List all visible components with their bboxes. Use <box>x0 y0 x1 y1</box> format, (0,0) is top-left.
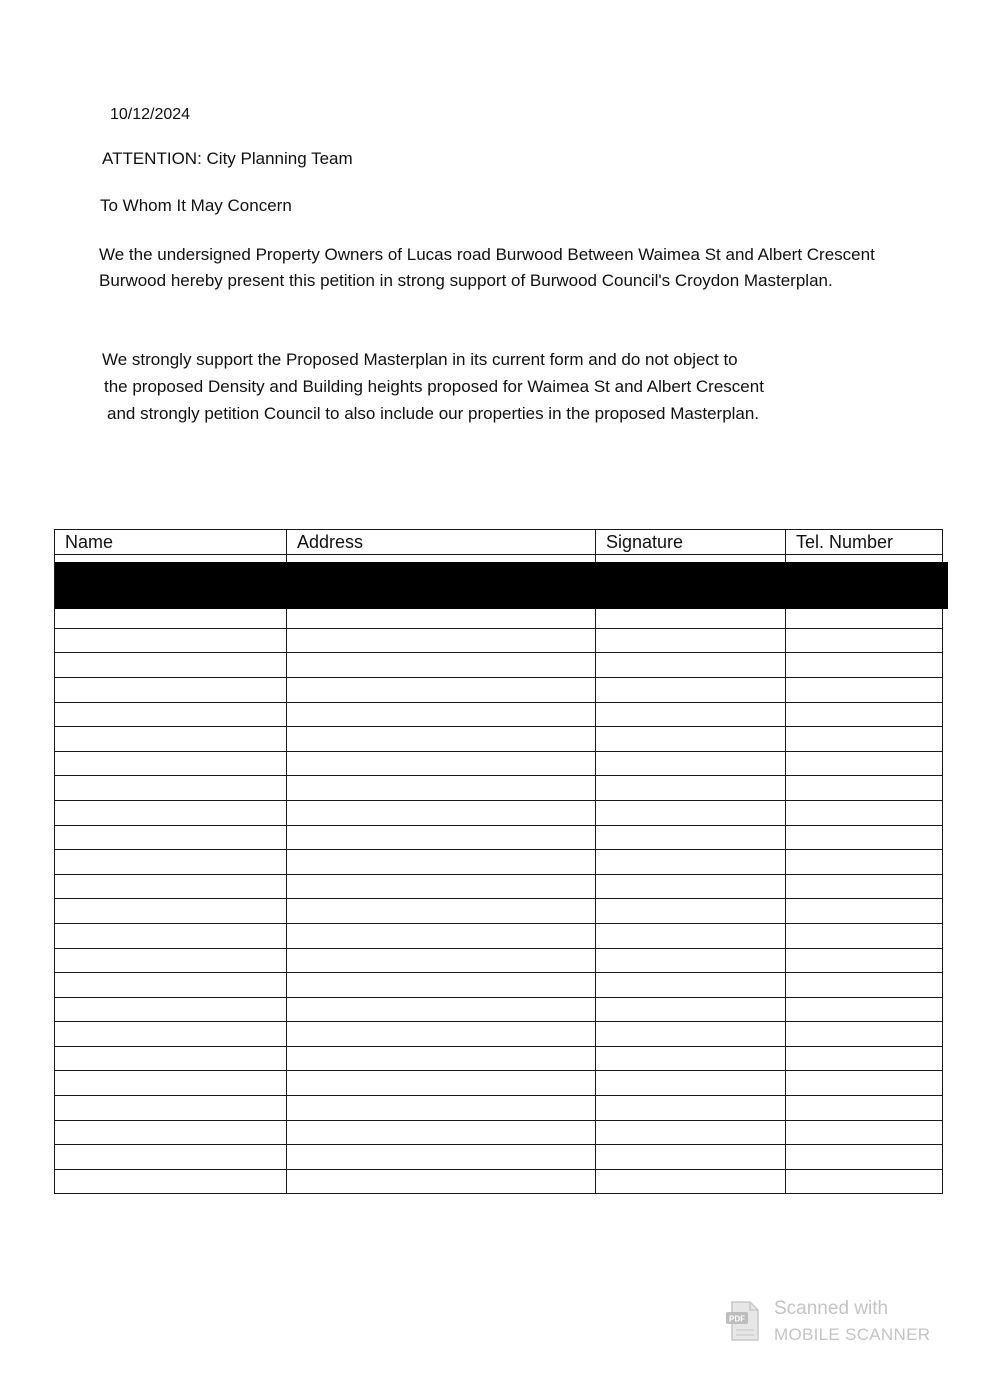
paragraph-2-line: and strongly petition Council to also include our properties in the proposed Masterplan. <box>107 404 760 423</box>
tel-cell <box>786 899 943 924</box>
signature-cell <box>596 727 786 752</box>
tel-cell <box>786 997 943 1022</box>
paragraph-2-line: the proposed Density and Building heights proposed for Waimea St and Albert Crescent <box>104 377 764 396</box>
column-header-tel: Tel. Number <box>786 530 943 555</box>
table-row <box>55 973 943 998</box>
name-cell <box>55 1096 287 1121</box>
name-cell <box>55 899 287 924</box>
scanner-watermark <box>726 1296 941 1348</box>
address-cell <box>287 1096 596 1121</box>
tel-cell <box>786 1046 943 1071</box>
tel-cell <box>786 727 943 752</box>
name-cell <box>55 776 287 801</box>
signature-table <box>54 529 943 1194</box>
table-row <box>55 997 943 1022</box>
table-row <box>55 776 943 801</box>
name-cell <box>55 727 287 752</box>
tel-cell <box>786 776 943 801</box>
name-cell <box>55 800 287 825</box>
address-cell <box>287 751 596 776</box>
column-header-signature: Signature <box>596 530 786 555</box>
name-cell <box>55 751 287 776</box>
table-header-row <box>55 530 943 555</box>
address-cell <box>287 1120 596 1145</box>
signature-cell <box>596 1169 786 1194</box>
address-cell <box>287 628 596 653</box>
table-row <box>55 1071 943 1096</box>
tel-cell <box>786 702 943 727</box>
table-row <box>55 899 943 924</box>
tel-cell <box>786 751 943 776</box>
tel-cell <box>786 850 943 875</box>
name-cell <box>55 973 287 998</box>
signature-cell <box>596 1071 786 1096</box>
watermark-line-2: MOBILE SCANNER <box>774 1325 931 1344</box>
signature-cell <box>596 653 786 678</box>
name-cell <box>55 850 287 875</box>
signature-cell <box>596 1022 786 1047</box>
table-row <box>55 628 943 653</box>
table-row <box>55 923 943 948</box>
attention-line: ATTENTION: City Planning Team <box>102 149 353 168</box>
signature-cell <box>596 923 786 948</box>
table-row <box>55 1046 943 1071</box>
name-cell <box>55 923 287 948</box>
salutation: To Whom It May Concern <box>100 196 292 215</box>
pdf-document-icon <box>726 1300 760 1342</box>
tel-cell <box>786 800 943 825</box>
name-cell <box>55 997 287 1022</box>
signature-cell <box>596 1145 786 1170</box>
tel-cell <box>786 653 943 678</box>
address-cell <box>287 923 596 948</box>
name-cell <box>55 677 287 702</box>
signature-cell <box>596 899 786 924</box>
tel-cell <box>786 948 943 973</box>
signature-cell <box>596 874 786 899</box>
letter-date: 10/12/2024 <box>110 106 191 123</box>
name-cell <box>55 874 287 899</box>
table-row <box>55 677 943 702</box>
table-row <box>55 800 943 825</box>
signature-cell <box>596 702 786 727</box>
signature-cell <box>596 850 786 875</box>
pdf-icon-label: PDF <box>729 1314 745 1324</box>
name-cell <box>55 1071 287 1096</box>
table-row <box>55 874 943 899</box>
signature-cell <box>596 677 786 702</box>
name-cell <box>55 653 287 678</box>
signature-cell <box>596 776 786 801</box>
address-cell <box>287 899 596 924</box>
address-cell <box>287 776 596 801</box>
table-row <box>55 1169 943 1194</box>
address-cell <box>287 1071 596 1096</box>
redaction-bar <box>55 562 948 609</box>
tel-cell <box>786 1169 943 1194</box>
tel-cell <box>786 1096 943 1121</box>
name-cell <box>55 1145 287 1170</box>
tel-cell <box>786 628 943 653</box>
table-body <box>55 555 943 1194</box>
tel-cell <box>786 825 943 850</box>
signature-cell <box>596 948 786 973</box>
address-cell <box>287 948 596 973</box>
name-cell <box>55 1046 287 1071</box>
paragraph-2-line: We strongly support the Proposed Masterplan in its current form and do not object to <box>102 350 738 369</box>
address-cell <box>287 1145 596 1170</box>
watermark-line-1: Scanned with <box>774 1298 889 1319</box>
tel-cell <box>786 1022 943 1047</box>
table-row <box>55 1096 943 1121</box>
address-cell <box>287 1022 596 1047</box>
address-cell <box>287 973 596 998</box>
signature-cell <box>596 825 786 850</box>
address-cell <box>287 1046 596 1071</box>
table-row <box>55 825 943 850</box>
table-row <box>55 1022 943 1047</box>
address-cell <box>287 800 596 825</box>
table-row <box>55 1145 943 1170</box>
address-cell <box>287 850 596 875</box>
tel-cell <box>786 923 943 948</box>
tel-cell <box>786 874 943 899</box>
signature-cell <box>596 1096 786 1121</box>
name-cell <box>55 1120 287 1145</box>
signature-cell <box>596 751 786 776</box>
address-cell <box>287 997 596 1022</box>
table-row <box>55 653 943 678</box>
signature-cell <box>596 800 786 825</box>
name-cell <box>55 948 287 973</box>
name-cell <box>55 702 287 727</box>
tel-cell <box>786 973 943 998</box>
table-row <box>55 948 943 973</box>
address-cell <box>287 874 596 899</box>
address-cell <box>287 1169 596 1194</box>
table-row <box>55 751 943 776</box>
signature-cell <box>596 973 786 998</box>
name-cell <box>55 628 287 653</box>
table-row <box>55 727 943 752</box>
name-cell <box>55 1169 287 1194</box>
signature-cell <box>596 628 786 653</box>
address-cell <box>287 702 596 727</box>
table-row <box>55 850 943 875</box>
table-row <box>55 702 943 727</box>
name-cell <box>55 825 287 850</box>
table-row <box>55 1120 943 1145</box>
address-cell <box>287 825 596 850</box>
address-cell <box>287 727 596 752</box>
tel-cell <box>786 1071 943 1096</box>
tel-cell <box>786 1145 943 1170</box>
petition-paragraph-2 <box>102 346 902 427</box>
address-cell <box>287 677 596 702</box>
petition-paragraph-1: We the undersigned Property Owners of Lucas road Burwood Between Waimea St and Albert Crescent Burwood hereby present this petition in strong support of Burwood Council's Croydon Masterplan. <box>99 245 875 290</box>
signature-cell <box>596 1046 786 1071</box>
column-header-name: Name <box>55 530 287 555</box>
column-header-address: Address <box>287 530 596 555</box>
address-cell <box>287 653 596 678</box>
tel-cell <box>786 677 943 702</box>
name-cell <box>55 1022 287 1047</box>
signature-cell <box>596 997 786 1022</box>
tel-cell <box>786 1120 943 1145</box>
signature-cell <box>596 1120 786 1145</box>
